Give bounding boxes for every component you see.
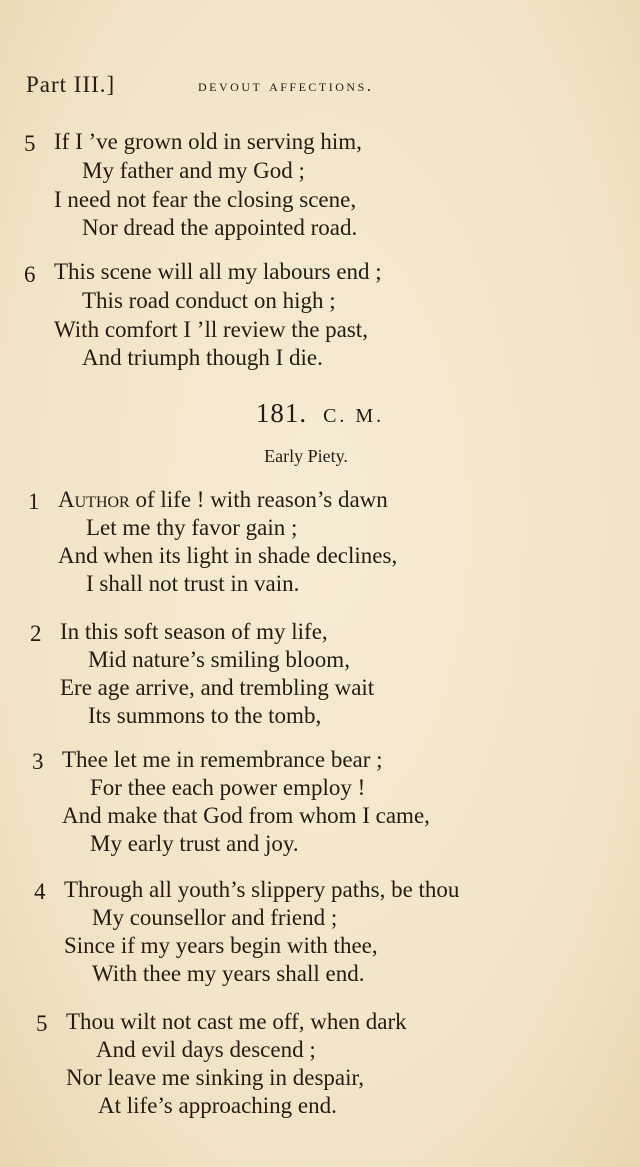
verse-line: At life’s approaching end. [98,1093,337,1118]
drop-word: Author [58,487,130,512]
verse-line: Nor leave me sinking in despair, [66,1065,365,1090]
verse-line: My counsellor and friend ; [92,905,338,930]
stanza-number: 6 [24,262,36,287]
verse-line-first [58,486,388,514]
verse-line: Let me thy favor gain ; [86,515,298,540]
verse-line: My father and my God ; [82,158,305,183]
stanza-number: 3 [32,749,44,774]
verse-line: With comfort I ’ll review the past, [54,317,368,342]
verse-line: And make that God from whom I came, [62,803,430,828]
part-label: Part III.] [26,72,116,97]
verse-line: Ere age arrive, and trembling wait [60,675,375,700]
running-header [26,72,626,108]
hymn-number: 181. [255,398,308,428]
verse-line: In this soft season of my life, [60,619,328,644]
stanza-number: 5 [24,131,36,156]
hymn-title: Early Piety. [264,446,348,466]
verse-line: This road conduct on high ; [82,288,336,313]
verse-line: And evil days descend ; [96,1037,316,1062]
verse-line: I shall not trust in vain. [86,571,300,596]
stanza-number: 5 [36,1011,48,1036]
section-title: devout affections. [198,76,374,95]
verse-line: If I ’ve grown old in serving him, [54,129,362,154]
stanza-number: 2 [30,621,42,646]
verse-line: With thee my years shall end. [92,961,365,986]
verse-line: For thee each power employ ! [90,775,366,800]
verse-line: Mid nature’s smiling bloom, [88,647,350,672]
verse-line-rest: of life ! with reason’s dawn [135,487,388,512]
verse-line: Through all youth’s slippery paths, be thou [64,877,460,902]
verse-line: Thee let me in remembrance bear ; [62,747,383,772]
hymn-heading [0,398,640,429]
verse-line: And when its light in shade declines, [58,543,398,568]
verse-line: My early trust and joy. [90,831,299,856]
verse-line: Since if my years begin with thee, [64,933,378,958]
verse-line: Thou wilt not cast me off, when dark [66,1009,407,1034]
hymn-meter: C. M. [323,405,385,427]
stanza-number: 4 [34,879,46,904]
verse-line: Nor dread the appointed road. [82,215,358,240]
verse-line: Its summons to the tomb, [88,703,322,728]
verse-line: This scene will all my labours end ; [54,259,382,284]
verse-line: And triumph though I die. [82,345,323,370]
verse-line: I need not fear the closing scene, [54,187,357,212]
stanza-number: 1 [28,489,40,514]
